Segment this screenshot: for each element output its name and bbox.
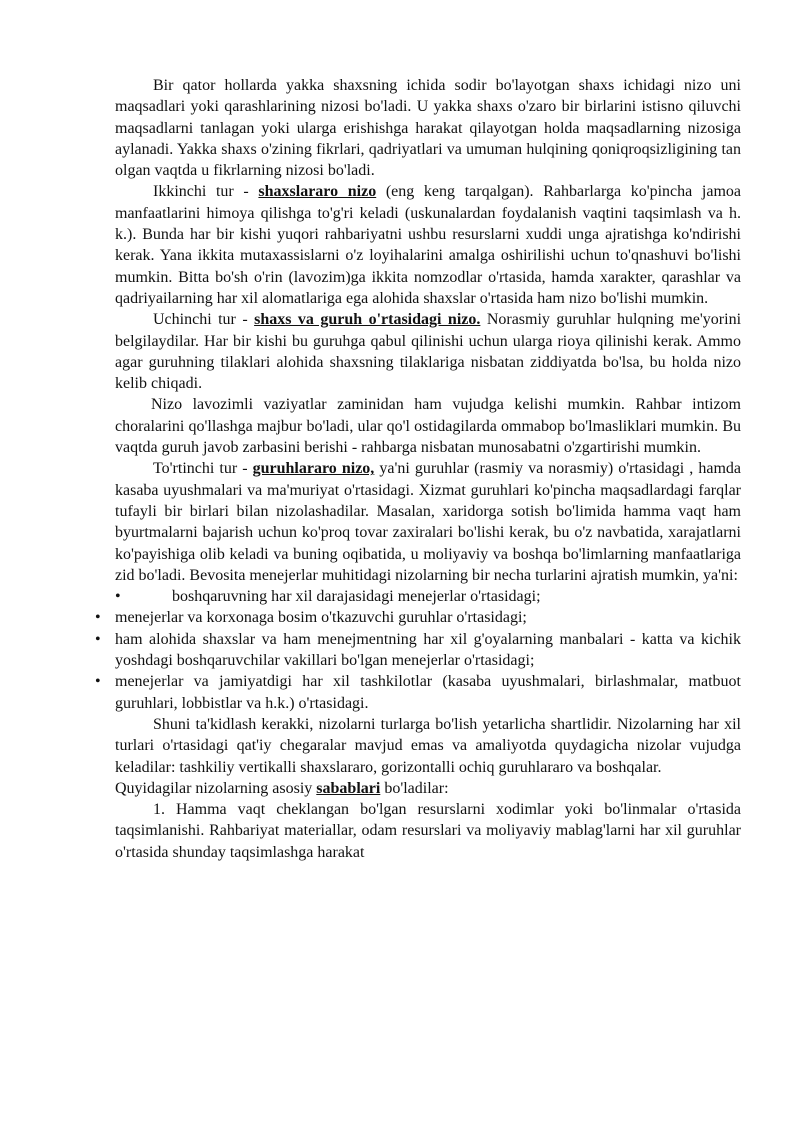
list-item-text: boshqaruvning har xil darajasidagi menejerlar o'rtasidagi;	[172, 588, 541, 606]
paragraph-interpersonal-conflict	[115, 181, 741, 309]
list-item-text: ham alohida shaxslar va ham menejmentning har xil g'oyalarning manbalari - katta va kichik yoshdagi boshqaruvchilar vakillari bo'lgan menejerlar o'rtasidagi;	[115, 630, 741, 670]
list-item	[95, 671, 741, 714]
bullet-icon: •	[95, 609, 101, 627]
item-number: 1.	[153, 801, 165, 819]
paragraph-position-conflict: Nizo lavozimli vaziyatlar zaminidan ham vujudga kelishi mumkin. Rahbar intizom choralarini qo'llashga majbur bo'ladi, ular qo'l ostidagilarda ommabop bo'lmasliklari mumkin. Bu vaqtda guruh javob zarbasini berishi - rahbarga nisbatan munosabatni o'zgartirishi mumkin.	[115, 396, 741, 457]
paragraph-person-group-conflict	[115, 309, 741, 394]
term-person-group: shaxs va guruh o'rtasidagi nizo.	[254, 311, 481, 329]
paragraph-text: Hamma vaqt cheklangan bo'lgan resurslarni xodimlar yoki bo'linmalar o'rtasida taqsimlanishi. Rahbariyat materiallar, odam resurslari va moliyaviy mablag'larni har xil guruhlar o'rtasida shunday taqsimlashga harakat	[115, 801, 741, 861]
paragraph-text: Uchinchi tur -	[153, 311, 255, 329]
paragraph-intergroup-conflict	[115, 458, 741, 586]
paragraph-text: Ikkinchi tur -	[153, 183, 259, 201]
paragraph-text: bo'ladilar:	[380, 779, 449, 797]
list-item-text: menejerlar va jamiyatdigi har xil tashkilotlar (kasaba uyushmalari, birlashmalar, matbuot guruhlari, lobbistlar va h.k.) o'rtasidagi.	[115, 673, 741, 712]
document-body	[95, 75, 742, 863]
paragraph-individual-conflict: Bir qator hollarda yakka shaxsning ichida sodir bo'layotgan shaxs ichidagi nizo uni maqsadlari yoki qarashlarining nizosi bo'ladi. U yakka shaxs o'zaro bir birlarini istisno qiluvchi maqsadlarni tanlagan yoki ularga erishishga harakat qilayotgan holda maqsadlarning nizosiga aylanadi. Yakka shaxs o'zining fikrlari, qadriyatlari va umuman hulqining qoniqroqsizligining tan olgan vaqtda u fikrlarning nizosi bo'ladi.	[115, 77, 741, 180]
paragraph-text: Norasmiy guruhlar hulqning me'yorini belgilaydilar. Har bir kishi bu guruhga qabul qilinishi uchun ularga rioya qilinishi kerak. Ammo agar guruhning tilaklari alohida shaxsning tilaklariga nisbatan ziddiyatda bo'lsa, bu holda nizo kelib chiqadi.	[115, 311, 742, 393]
paragraph-text: (eng keng tarqalgan). Rahbarlarga ko'pincha jamoa manfaatlarini himoya qilishga to'g'ri keladi (uskunalardan foydalanish vaqtini taqsimlash va h. k.). Bunda har bir kishi yuqori rahbariyatni ushbu resurslarni xuddi unga ajratishga ko'ndirishi kerak. Yana ikkita mutaxassislarni o'z loyihalarini amalga oshirilishi uchun to'qnashuvi bo'lishi mumkin. Bitta bo'sh o'rin (lavozim)ga ikkita nomzodlar o'rtasida, hamda xarakter, qarashlar va qadriyailarning har xil alomatlariga ega alohida shaxslar o'rtasida ham nizo bo'lishi mumkin.	[115, 183, 742, 307]
bullet-icon: •	[95, 630, 101, 648]
list-item	[115, 586, 741, 607]
term-causes: sabablari	[316, 779, 381, 797]
paragraph-conditional-types: Shuni ta'kidlash kerakki, nizolarni turlarga bo'lish yetarlicha shartlidir. Nizolarning har xil turlari o'rtasidagi qat'iy chegaralar mavjud emas va amaliyotda quydagicha nizolar vujudga keladilar: tashkiliy vertikalli shaxslararo, gorizontalli ochiq guruhlararo va boshqalar.	[115, 715, 741, 776]
numbered-item-1	[115, 799, 741, 863]
paragraph-text: Quyidagilar nizolarning asosiy	[115, 779, 317, 797]
paragraph-text: To'rtinchi tur -	[153, 460, 253, 478]
paragraph-text: ya'ni guruhlar (rasmiy va norasmiy) o'rtasidagi , hamda kasaba uyushmalari va ma'muriyat o'rtasidagi. Xizmat guruhlari ko'pincha maqsadlardagi farqlar tufayli bir birlari bilan nizolashadilar. Masalan, xaridorga sotish bo'limida hamma vaqt ham byurtmalarni bajarish uchun ko'proq tovar zaxiralari bo'lishi kerak, bu o'z navbatida, xarajatlarni ko'payishiga olib keladi va buning oqibatida, u moliyaviy va boshqa bo'limlarning manfaatlariga zid bo'ladi. Bevosita menejerlar muhitidagi nizolarning bir necha turlarini ajratish mumkin, ya'ni:	[115, 460, 742, 584]
bullet-icon: •	[95, 673, 101, 691]
bullet-icon: •	[115, 588, 121, 606]
term-interpersonal: shaxslararo nizo	[258, 183, 377, 201]
list-item	[95, 629, 741, 672]
paragraph-causes-intro	[115, 778, 741, 799]
term-intergroup: guruhlararo nizo,	[252, 460, 375, 478]
list-item-text: menejerlar va korxonaga bosim o'tkazuvchi guruhlar o'rtasidagi;	[115, 609, 527, 627]
list-item	[95, 607, 741, 628]
